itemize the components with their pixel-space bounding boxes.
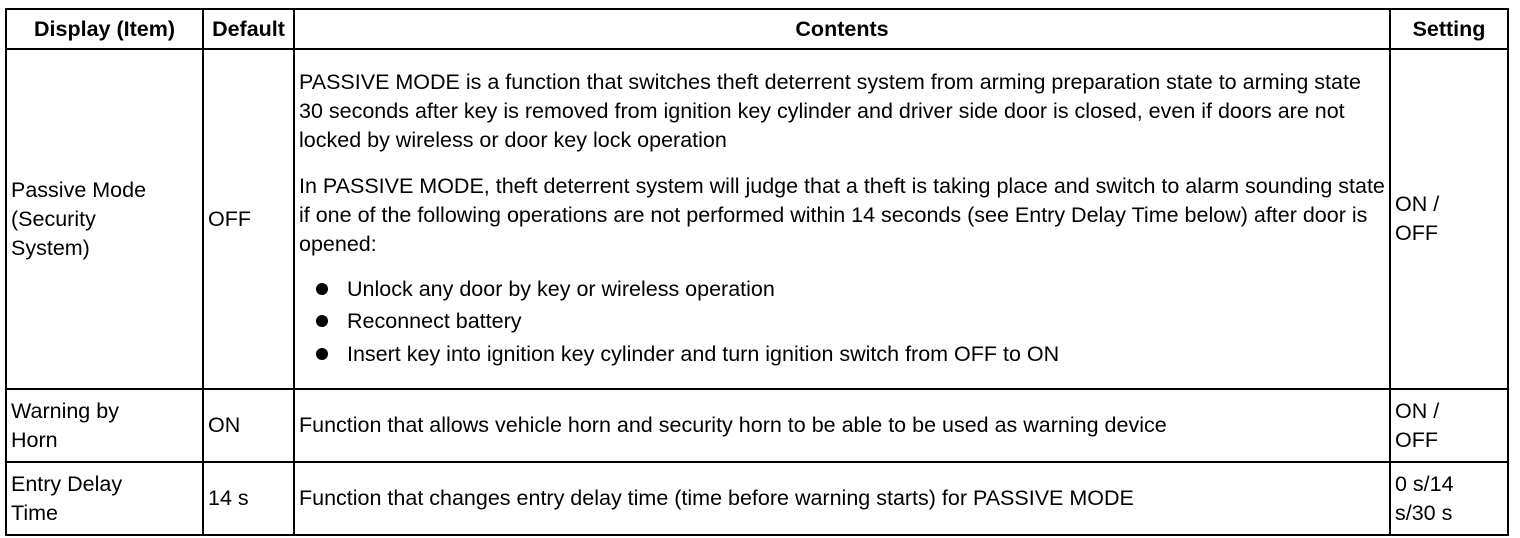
- contents-cell: Function that allows vehicle horn and security horn to be able to be used as warning device: [294, 389, 1390, 462]
- setting-line: ON /: [1395, 398, 1440, 423]
- setting-cell: [1390, 389, 1508, 462]
- header-row: [6, 9, 1508, 49]
- contents-cell: [294, 49, 1390, 389]
- setting-cell: [1390, 49, 1508, 389]
- setting-line: OFF: [1395, 427, 1438, 452]
- contents-paragraph: PASSIVE MODE is a function that switches theft deterrent system from arming preparation state to arming state 30 seconds after key is removed from ignition key cylinder and driver side door is closed, even if doors are not locked by wireless or door key lock operation: [299, 69, 1361, 152]
- list-item: [299, 338, 1385, 371]
- setting-line: ON /: [1395, 192, 1440, 216]
- setting-line: OFF: [1395, 221, 1438, 245]
- bullet-icon: [316, 315, 328, 327]
- header-display-item: Display (Item): [6, 9, 203, 49]
- bullet-icon: [316, 283, 328, 295]
- display-item-line: Horn: [11, 427, 58, 452]
- header-default: Default: [203, 9, 294, 49]
- table-row-warning-by-horn: [6, 389, 1508, 462]
- contents-paragraph: In PASSIVE MODE, theft deterrent system will judge that a theft is taking place and switch to alarm sounding state if one of the following operations are not performed within 14 seconds (see Entry Delay Time below) after door is opened:: [299, 173, 1385, 256]
- display-item-cell: [6, 462, 203, 535]
- list-item: [299, 273, 1385, 306]
- display-item-cell: [6, 389, 203, 462]
- display-item-cell: [6, 49, 203, 389]
- table-row-entry-delay-time: [6, 462, 1508, 535]
- setting-cell: [1390, 462, 1508, 535]
- header-setting: Setting: [1390, 9, 1508, 49]
- display-item-line: (Security: [11, 206, 96, 231]
- list-item-text: Reconnect battery: [347, 309, 522, 334]
- settings-table: [5, 8, 1509, 536]
- display-item-line: Passive Mode: [11, 177, 147, 202]
- display-item-line: Warning by: [11, 398, 119, 423]
- setting-line: s/30 s: [1395, 500, 1453, 525]
- table-row-passive-mode: [6, 49, 1508, 389]
- header-contents: Contents: [294, 9, 1390, 49]
- bullet-icon: [316, 348, 328, 360]
- display-item-line: System): [11, 235, 90, 260]
- display-item-line: Time: [11, 500, 58, 525]
- default-cell: OFF: [203, 49, 294, 389]
- default-cell: 14 s: [203, 462, 294, 535]
- display-item-line: Entry Delay: [11, 471, 123, 496]
- default-cell: ON: [203, 389, 294, 462]
- list-item: [299, 305, 1385, 338]
- setting-line: 0 s/14: [1395, 471, 1454, 496]
- operations-list: [299, 273, 1385, 371]
- list-item-text: Insert key into ignition key cylinder and turn ignition switch from OFF to ON: [347, 341, 1060, 366]
- contents-cell: Function that changes entry delay time (time before warning starts) for PASSIVE MODE: [294, 462, 1390, 535]
- list-item-text: Unlock any door by key or wireless operation: [347, 276, 775, 301]
